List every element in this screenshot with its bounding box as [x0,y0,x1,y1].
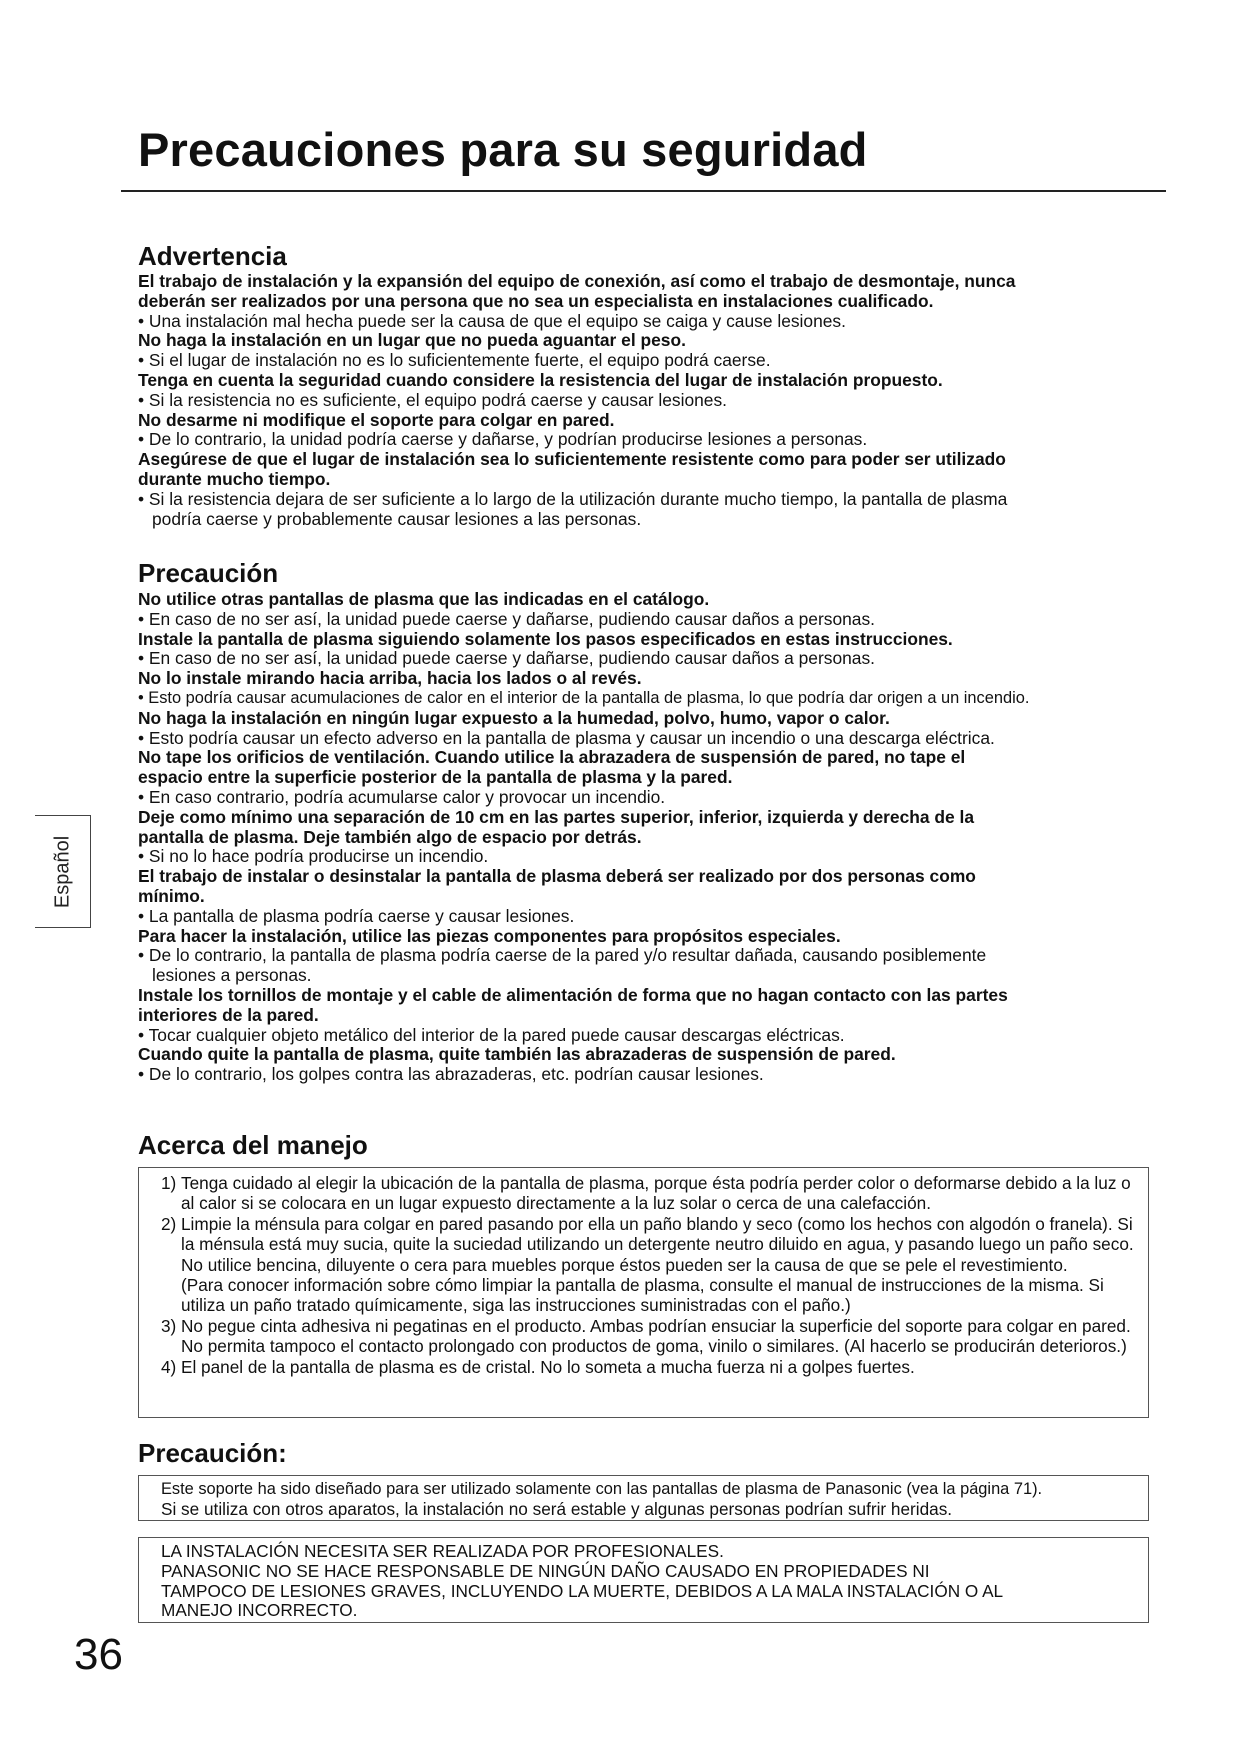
precaution-note-box [138,1475,1149,1521]
consequence-line: • Si no lo hace podría producirse un incendio. [138,846,489,867]
consequence-line: • Si la resistencia dejara de ser suficiente a lo largo de la utilización durante mucho tiempo, la pantalla de plasma [138,488,1008,509]
instruction-line: deberán ser realizados por una persona que no sea un especialista en instalaciones cualificado. [138,290,934,311]
instruction-line: durante mucho tiempo. [138,468,331,489]
instruction-line: interiores de la pared. [138,1004,319,1025]
instruction-line: No desarme ni modifique el soporte para colgar en pared. [138,409,615,430]
handling-item [161,1214,1140,1316]
installation-notice-line: MANEJO INCORRECTO. [161,1600,358,1621]
instruction-line: Deje como mínimo una separación de 10 cm en las partes superior, inferior, izquierda y derecha de la [138,806,975,827]
handling-item-number: 3) [161,1315,177,1336]
consequence-line: • De lo contrario, la unidad podría caerse y dañarse, y podrían producirse lesiones a personas. [138,429,868,450]
consequence-line: • En caso de no ser así, la unidad puede caerse y dañarse, pudiendo causar daños a personas. [138,608,875,629]
handling-heading: Acerca del manejo [138,1130,368,1160]
caution-heading: Precaución [138,558,279,588]
instruction-line: El trabajo de instalación y la expansión del equipo de conexión, así como el trabajo de desmontaje, nunca [138,271,1016,291]
consequence-line: • Una instalación mal hecha puede ser la causa de que el equipo se caiga y cause lesiones. [138,310,846,331]
consequence-line: • De lo contrario, la pantalla de plasma podría caerse de la pared y/o resultar dañada, causando posiblemente [138,945,987,966]
precaution-note-line: Este soporte ha sido diseñado para ser utilizado solamente con las pantallas de plasma de Panasonic (vea la página 71). [161,1480,1043,1498]
caution-text [138,590,1160,1085]
consequence-line: lesiones a personas. [152,965,312,986]
consequence-line: • En caso de no ser así, la unidad puede caerse y dañarse, pudiendo causar daños a personas. [138,648,875,669]
handling-item-text: El panel de la pantalla de plasma es de cristal. No lo someta a mucha fuerza ni a golpes fuertes. [181,1356,915,1377]
consequence-line: • La pantalla de plasma podría caerse y causar lesiones. [138,905,575,926]
precaution-note-line: Si se utiliza con otros aparatos, la instalación no será estable y algunas personas podrían sufrir heridas. [161,1499,953,1519]
handling-item-text: Tenga cuidado al elegir la ubicación de la pantalla de plasma, porque ésta podría perder color o deformarse debido a la luz o al calor si se colocara en un lugar expuesto directamente a la luz solar o cerca de una calefacción. [181,1173,1131,1214]
installation-notice-box [138,1537,1149,1623]
handling-item [161,1173,1140,1214]
handling-item [161,1316,1140,1357]
installation-notice-line: PANASONIC NO SE HACE RESPONSABLE DE NINGÚN DAÑO CAUSADO EN PROPIEDADES NI [161,1560,930,1581]
instruction-line: El trabajo de instalar o desinstalar la pantalla de plasma deberá ser realizado por dos personas como [138,866,976,887]
handling-item [161,1357,1140,1377]
page-title: Precauciones para su seguridad [138,123,868,176]
installation-notice-line: LA INSTALACIÓN NECESITA SER REALIZADA POR PROFESIONALES. [161,1541,724,1561]
instruction-line: Cuando quite la pantalla de plasma, quite también las abrazaderas de suspensión de pared. [138,1044,896,1065]
instruction-line: No haga la instalación en ningún lugar expuesto a la humedad, polvo, humo, vapor o calor. [138,707,890,728]
consequence-line: • Esto podría causar un efecto adverso en la pantalla de plasma y causar un incendio o una descarga eléctrica. [138,727,995,748]
instruction-line: Para hacer la instalación, utilice las piezas componentes para propósitos especiales. [138,925,841,946]
title-divider [121,190,1166,192]
warning-heading: Advertencia [138,241,287,271]
consequence-line: • Si el lugar de instalación no es lo suficientemente fuerte, el equipo podrá caerse. [138,350,771,371]
consequence-line: • Si la resistencia no es suficiente, el equipo podrá caerse y causar lesiones. [138,389,727,410]
language-label: Español [51,835,73,908]
handling-item-number: 1) [161,1173,177,1193]
consequence-line: • De lo contrario, los golpes contra las abrazaderas, etc. podrían causar lesiones. [138,1064,764,1085]
instruction-line: Instale la pantalla de plasma siguiendo solamente los pasos especificados en estas instrucciones. [138,628,953,649]
handling-list [161,1173,1140,1377]
consequence-line: • En caso contrario, podría acumularse calor y provocar un incendio. [138,786,666,807]
consequence-line: • Tocar cualquier objeto metálico del interior de la pared puede causar descargas eléctricas. [138,1024,845,1045]
installation-notice-line: TAMPOCO DE LESIONES GRAVES, INCLUYENDO LA MUERTE, DEBIDOS A LA MALA INSTALACIÓN O AL [161,1580,1004,1601]
instruction-line: No tape los orificios de ventilación. Cuando utilice la abrazadera de suspensión de pared, no tape el [138,747,966,768]
precaution-note-heading: Precaución: [138,1438,287,1468]
consequence-line: podría caerse y probablemente causar lesiones a las personas. [152,508,642,529]
page-number: 36 [74,1630,123,1679]
instruction-line: No utilice otras pantallas de plasma que las indicadas en el catálogo. [138,589,710,609]
language-side-tab [35,815,91,928]
handling-item-text: Limpie la ménsula para colgar en pared pasando por ella un paño blando y seco (como los hechos con algodón o franela). Si la ménsula está muy sucia, quite la suciedad utilizando un detergente neutro diluido en agua, y pasando luego un paño seco. No utilice bencina, diluyente o cera para muebles porque éstos pueden ser la causa de que se pele el revestimiento. [181,1213,1134,1275]
instruction-line: Instale los tornillos de montaje y el cable de alimentación de forma que no hagan contacto con las partes [138,984,1008,1005]
handling-item-number: 4) [161,1356,177,1377]
handling-box [138,1167,1149,1418]
instruction-line: Asegúrese de que el lugar de instalación sea lo suficientemente resistente como para poder ser utilizado [138,449,1006,470]
handling-item-text: No pegue cinta adhesiva ni pegatinas en el producto. Ambas podrían ensuciar la superficie del soporte para colgar en pared. No permita tampoco el contacto prolongado con productos de goma, vinilo o similares. (Al hacerlo se producirán deterioros.) [181,1315,1131,1357]
instruction-line: No lo instale mirando hacia arriba, hacia los lados o al revés. [138,668,642,689]
instruction-line: Tenga en cuenta la seguridad cuando considere la resistencia del lugar de instalación propuesto. [138,369,943,390]
consequence-line: • Esto podría causar acumulaciones de calor en el interior de la pantalla de plasma, lo que podría dar origen a un incendio. [138,688,1030,707]
instruction-line: pantalla de plasma. Deje también algo de espacio por detrás. [138,826,642,847]
instruction-line: No haga la instalación en un lugar que no pueda aguantar el peso. [138,330,686,351]
instruction-line: espacio entre la superficie posterior de la pantalla de plasma y la pared. [138,767,733,788]
handling-item-note: (Para conocer información sobre cómo limpiar la pantalla de plasma, consulte el manual de instrucciones de la misma. Si utiliza un paño tratado químicamente, siga las instrucciones suministradas con el paño.) [181,1275,1104,1316]
handling-item-number: 2) [161,1213,177,1234]
warning-text [138,272,1160,529]
instruction-line: mínimo. [138,885,205,906]
